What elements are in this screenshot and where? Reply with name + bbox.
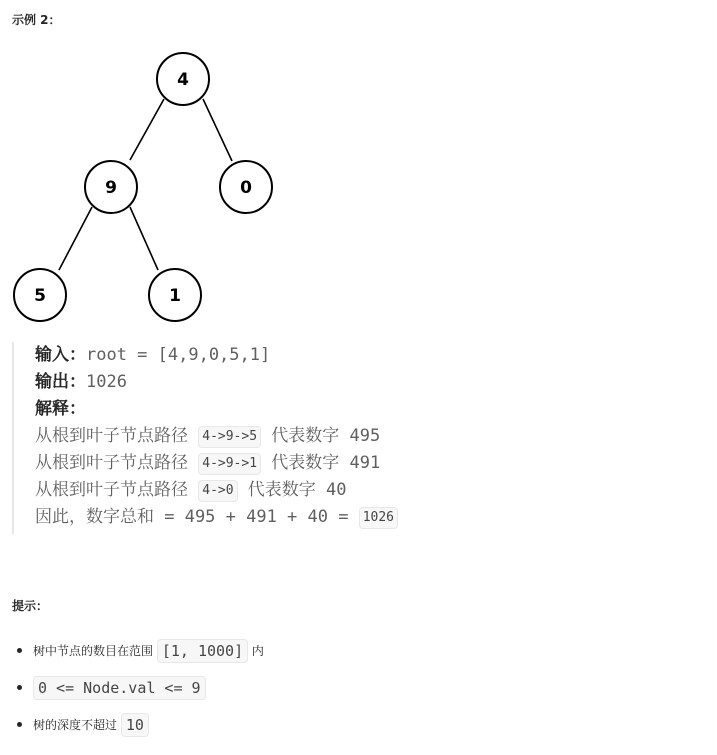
hints-list	[0, 632, 264, 743]
hint-code: 10	[121, 713, 149, 737]
path-code: 4->9->5	[198, 426, 261, 448]
tree-node	[157, 53, 209, 105]
svg-text:0: 0	[240, 178, 252, 198]
path-line	[35, 423, 398, 450]
tree-node	[149, 269, 201, 321]
output-line	[35, 369, 398, 396]
input-value: root = [4,9,0,5,1]	[86, 345, 271, 365]
sum-code: 1026	[359, 507, 398, 529]
sum-line	[35, 504, 398, 531]
output-label: 输出：	[35, 372, 86, 392]
path-prefix: 从根到叶子节点路径	[35, 453, 199, 473]
path-code: 4->0	[198, 480, 237, 502]
sum-prefix: 因此，数字总和 = 495 + 491 + 40 =	[35, 507, 359, 527]
svg-text:4: 4	[177, 70, 189, 90]
hint-text: 树中节点的数目在范围	[33, 644, 157, 658]
example-heading: 示例 2：	[12, 13, 61, 27]
hint-text: 树的深度不超过	[33, 718, 121, 732]
bullet-icon	[17, 648, 22, 653]
input-label: 输入：	[35, 345, 86, 365]
path-suffix: 代表数字 495	[261, 426, 381, 446]
tree-node	[220, 161, 272, 213]
path-prefix: 从根到叶子节点路径	[35, 426, 199, 446]
list-item	[0, 632, 264, 669]
hint-code: [1, 1000]	[157, 639, 248, 663]
bullet-icon	[17, 722, 22, 727]
bullet-icon	[17, 685, 22, 690]
binary-tree-diagram	[0, 40, 300, 330]
svg-text:1: 1	[169, 286, 181, 306]
path-prefix: 从根到叶子节点路径	[35, 480, 199, 500]
tree-edge	[130, 207, 158, 270]
explain-line	[35, 396, 398, 423]
tree-node	[85, 161, 137, 213]
explain-label: 解释：	[35, 399, 86, 419]
tree-edge	[203, 99, 232, 161]
path-suffix: 代表数字 491	[261, 453, 381, 473]
tree-node	[14, 269, 66, 321]
path-line	[35, 477, 398, 504]
svg-text:5: 5	[34, 286, 46, 306]
path-code: 4->9->1	[198, 453, 261, 475]
example-code-block	[12, 342, 398, 534]
input-line	[35, 342, 398, 369]
tree-edge	[59, 207, 92, 270]
hints-heading: 提示：	[12, 599, 49, 613]
svg-text:9: 9	[105, 178, 117, 198]
list-item	[0, 669, 264, 706]
tree-edge	[130, 99, 164, 160]
list-item	[0, 706, 264, 743]
path-suffix: 代表数字 40	[237, 480, 347, 500]
hint-code: 0 <= Node.val <= 9	[33, 676, 206, 700]
output-value: 1026	[86, 372, 127, 392]
hint-text: 内	[248, 644, 264, 658]
path-line	[35, 450, 398, 477]
